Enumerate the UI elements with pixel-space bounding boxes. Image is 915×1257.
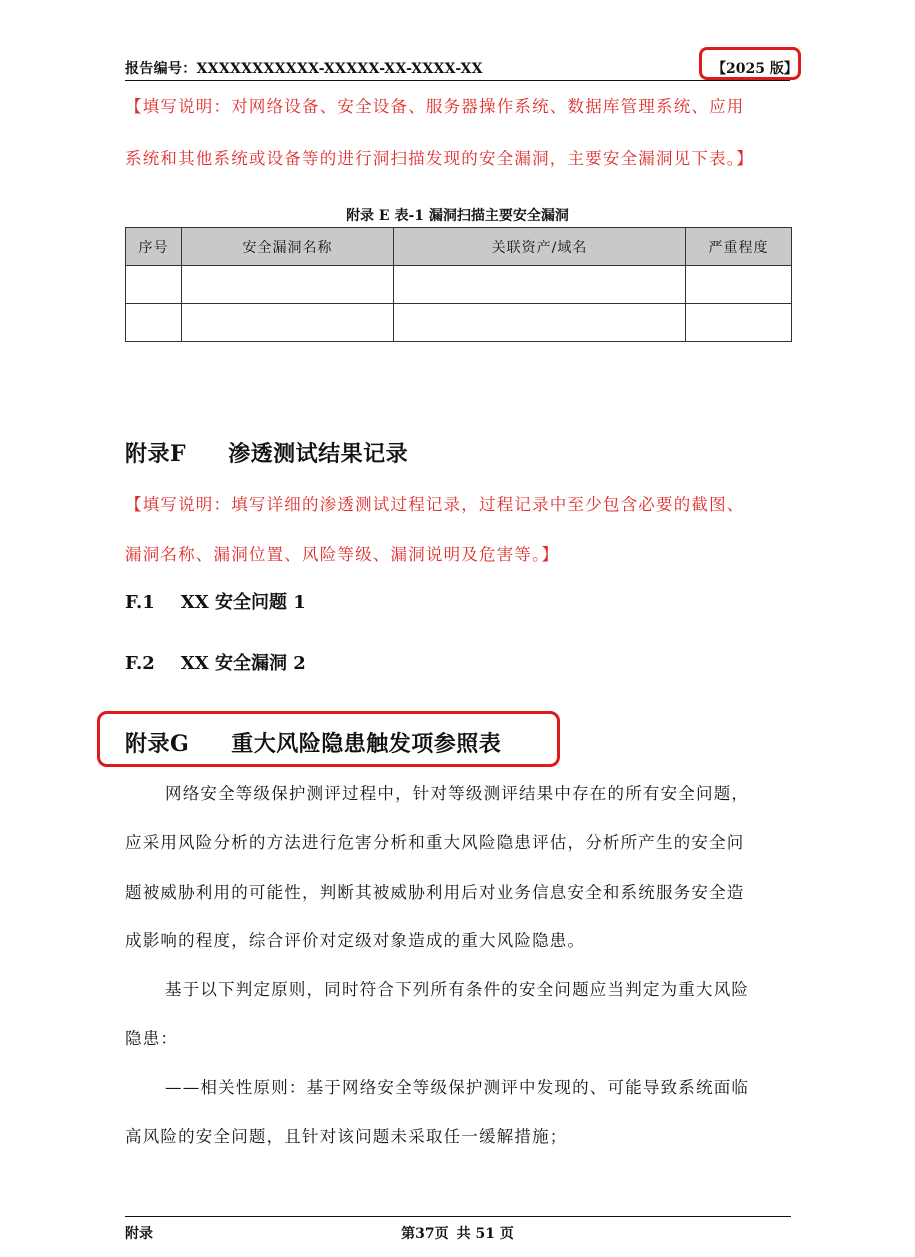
column-header-vuln-name: 安全漏洞名称 [182, 228, 394, 266]
appendix-e-instruction-line-2: 系统和其他系统或设备等的进行洞扫描发现的安全漏洞，主要安全漏洞见下表。】 [125, 149, 754, 168]
paragraph-2-line-2: 隐患： [125, 1029, 179, 1048]
column-header-asset: 关联资产/域名 [394, 228, 686, 266]
appendix-g-label: 附录G [125, 731, 190, 757]
subsection-f1-heading [125, 588, 306, 614]
column-header-severity: 严重程度 [686, 228, 792, 266]
footer-divider [125, 1216, 791, 1217]
subsection-f2-number: F.2 [125, 653, 155, 674]
table-cell[interactable] [182, 304, 394, 342]
paragraph-3-line-1: ——相关性原则：基于网络安全等级保护测评中发现的、可能导致系统面临 [165, 1078, 750, 1097]
footer-page-number [0, 1223, 915, 1243]
appendix-g-heading [125, 727, 501, 758]
report-number: 报告编号：XXXXXXXXXXX-XXXXX-XX-XXXX-XX [125, 61, 483, 77]
table-cell[interactable] [182, 266, 394, 304]
paragraph-2-line-1: 基于以下判定原则，同时符合下列所有条件的安全问题应当判定为重大风险 [165, 980, 750, 999]
subsection-f2-title: XX 安全漏洞 2 [180, 653, 306, 674]
appendix-f-instruction-line-2: 漏洞名称、漏洞位置、风险等级、漏洞说明及危害等。】 [125, 545, 560, 564]
table-header-row [126, 228, 792, 266]
paragraph-1-line-4: 成影响的程度，综合评价对定级对象造成的重大风险隐患。 [125, 931, 586, 950]
footer-page-total: 共 51 页 [456, 1226, 514, 1242]
table-caption: 附录 E 表-1 漏洞扫描主要安全漏洞 [346, 208, 569, 224]
table-row [126, 266, 792, 304]
paragraph-3-line-2: 高风险的安全问题，且针对该问题未采取任一缓解措施； [125, 1127, 568, 1146]
subsection-f1-number: F.1 [125, 592, 155, 613]
subsection-f2-heading [125, 649, 306, 675]
appendix-f-heading [125, 437, 408, 468]
appendix-g-title: 重大风险隐患触发项参照表 [231, 731, 502, 757]
vulnerability-table [125, 227, 792, 342]
paragraph-1-line-2: 应采用风险分析的方法进行危害分析和重大风险隐患评估，分析所产生的安全问 [125, 833, 745, 852]
footer-page-current: 第37页 [401, 1226, 449, 1242]
table-cell[interactable] [126, 304, 182, 342]
paragraph-1-line-1: 网络安全等级保护测评过程中，针对等级测评结果中存在的所有安全问题， [165, 784, 750, 803]
table-cell[interactable] [686, 266, 792, 304]
table-cell[interactable] [126, 266, 182, 304]
subsection-f1-title: XX 安全问题 1 [180, 592, 306, 613]
header-divider [125, 80, 790, 81]
table-cell[interactable] [686, 304, 792, 342]
appendix-f-label: 附录F [125, 441, 187, 467]
table-row [126, 304, 792, 342]
appendix-f-instruction-line-1: 【填写说明：填写详细的渗透测试过程记录，过程记录中至少包含必要的截图、 [125, 495, 745, 514]
column-header-index: 序号 [126, 228, 182, 266]
appendix-e-instruction-line-1: 【填写说明：对网络设备、安全设备、服务器操作系统、数据库管理系统、应用 [125, 97, 745, 116]
table-cell[interactable] [394, 304, 686, 342]
table-cell[interactable] [394, 266, 686, 304]
appendix-f-title: 渗透测试结果记录 [228, 441, 409, 467]
version-label: 【2025 版】 [712, 61, 798, 77]
footer-section: 附录 [125, 1226, 153, 1242]
paragraph-1-line-3: 题被威胁利用的可能性，判断其被威胁利用后对业务信息安全和系统服务安全造 [125, 883, 745, 902]
